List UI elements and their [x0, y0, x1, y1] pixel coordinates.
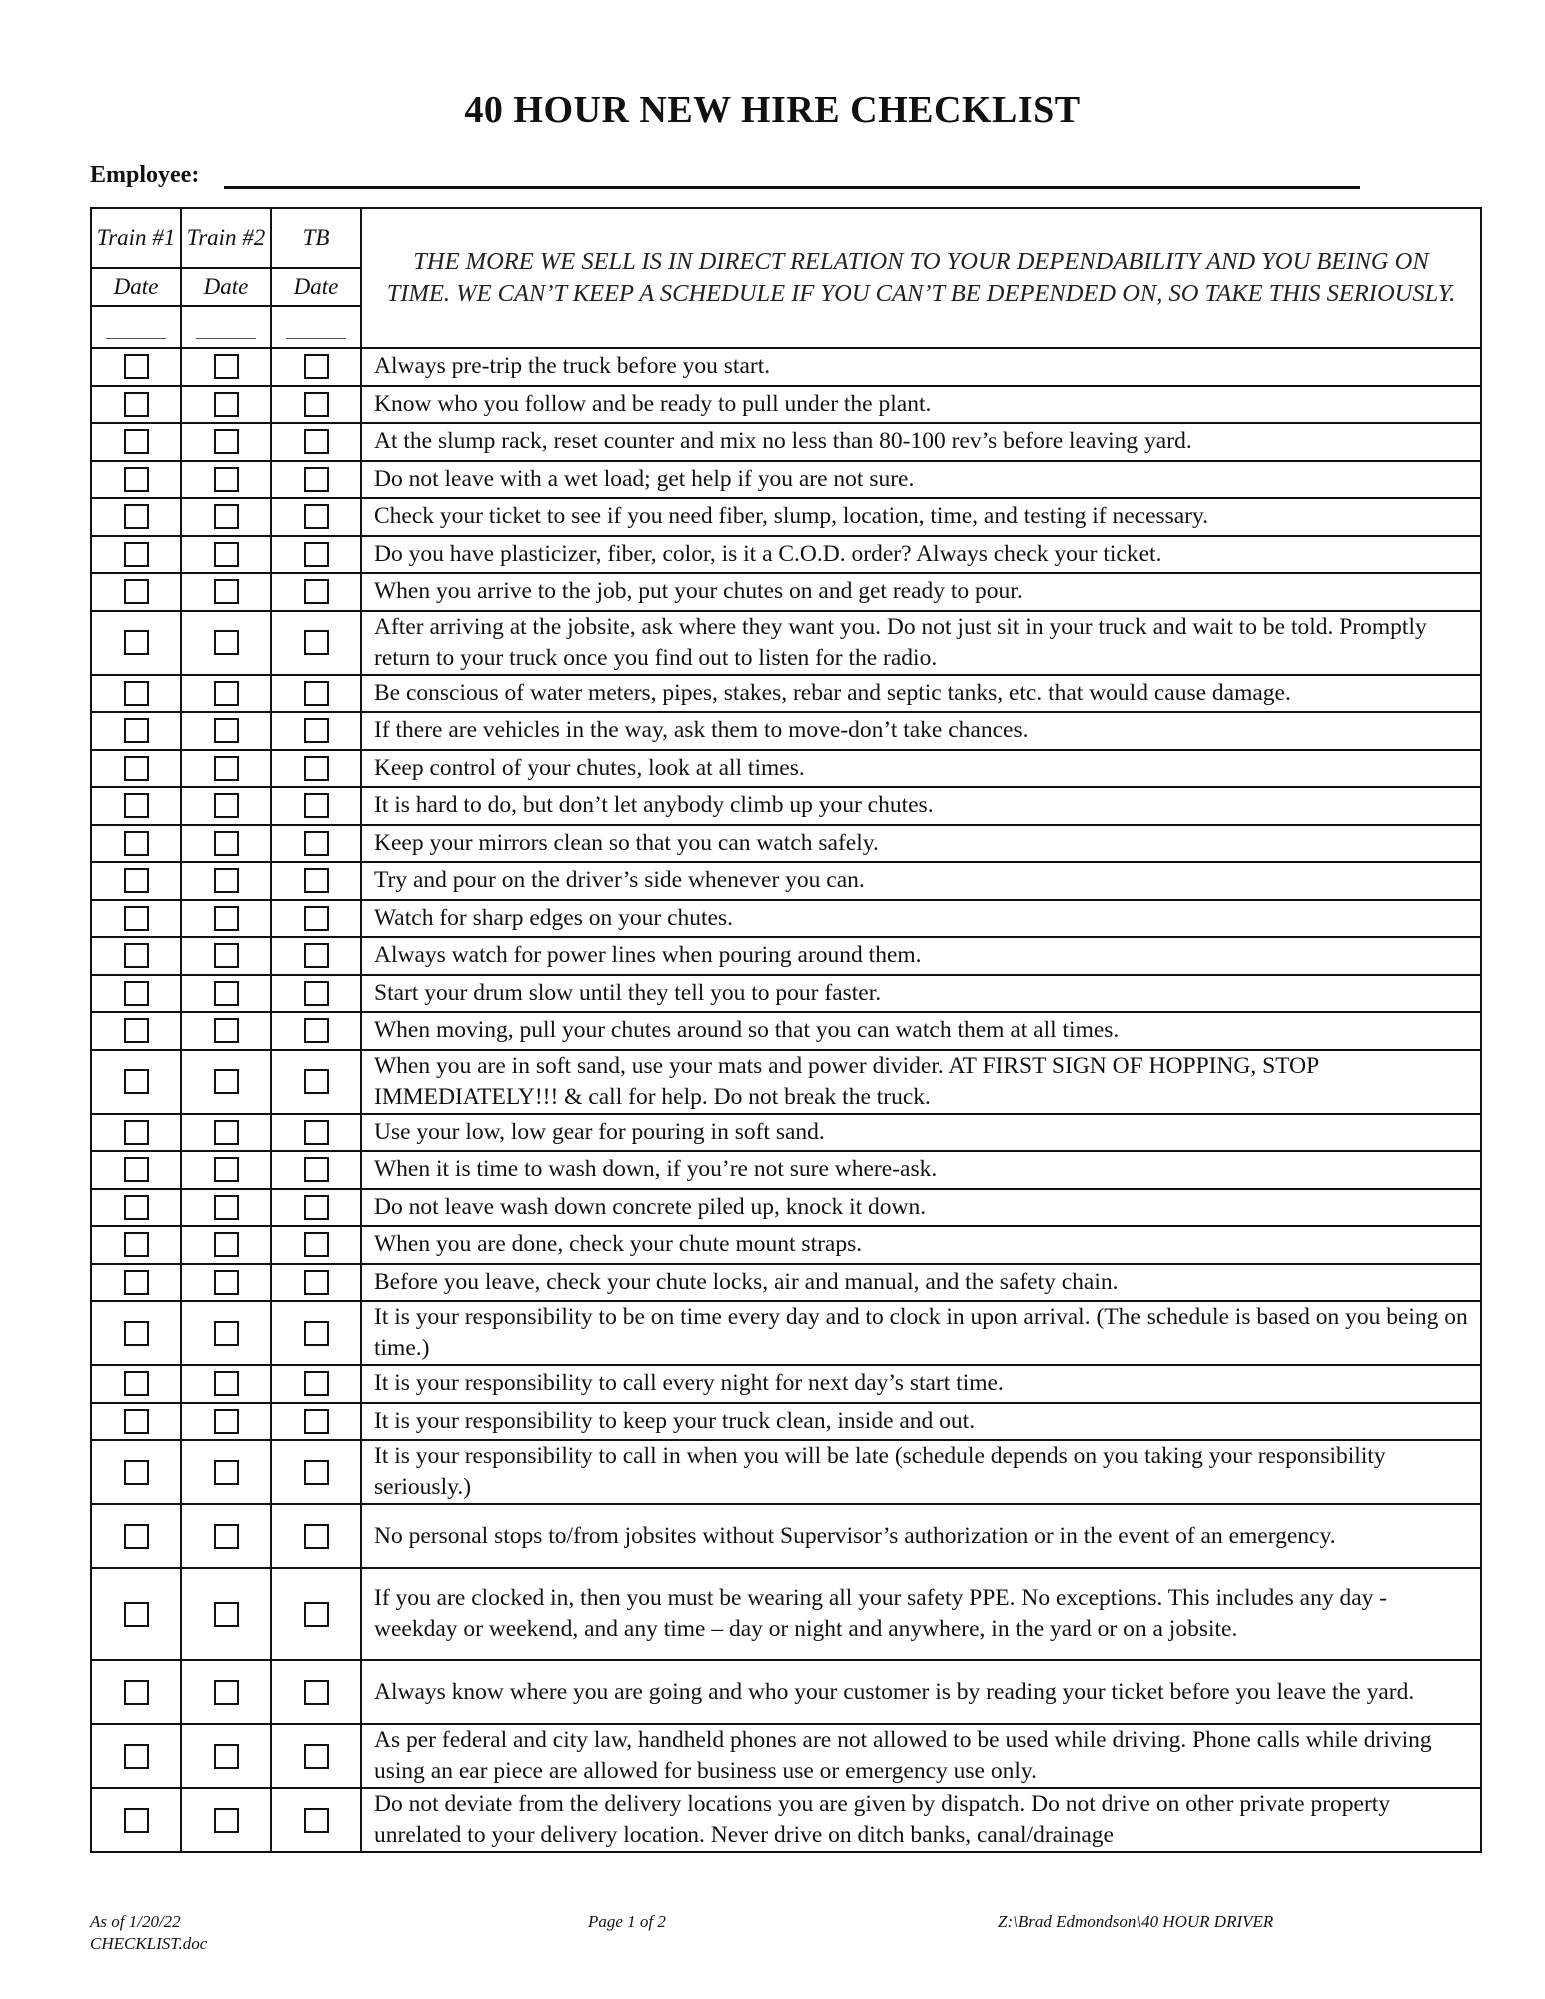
- train-1-checkbox-cell: [91, 937, 181, 975]
- train-1-checkbox[interactable]: [124, 1157, 149, 1182]
- train-1-checkbox-cell: [91, 1568, 181, 1660]
- train-2-checkbox-cell: [181, 348, 271, 386]
- train-1-checkbox[interactable]: [124, 831, 149, 856]
- tb-checkbox[interactable]: [304, 1680, 329, 1705]
- train-2-checkbox-cell: [181, 498, 271, 536]
- tb-checkbox-cell: [271, 862, 361, 900]
- train-1-checkbox-cell: [91, 423, 181, 461]
- tb-checkbox[interactable]: [304, 392, 329, 417]
- train-2-checkbox[interactable]: [214, 467, 239, 492]
- train-1-checkbox[interactable]: [124, 1680, 149, 1705]
- train-1-checkbox[interactable]: [124, 718, 149, 743]
- checklist-item-text: Start your drum slow until they tell you to pour faster.: [361, 975, 1481, 1013]
- tb-checkbox[interactable]: [304, 943, 329, 968]
- train-1-checkbox-cell: [91, 461, 181, 499]
- checklist-item-text: Try and pour on the driver’s side whenever you can.: [361, 862, 1481, 900]
- checklist-item-text: At the slump rack, reset counter and mix no less than 80-100 rev’s before leaving yard.: [361, 423, 1481, 461]
- train-1-checkbox-cell: [91, 611, 181, 675]
- train-1-checkbox-cell: [91, 573, 181, 611]
- train-1-checkbox[interactable]: [124, 1321, 149, 1346]
- tb-checkbox-cell: [271, 1226, 361, 1264]
- checklist-table: [90, 207, 1482, 1853]
- footer-as-of: As of 1/20/22: [90, 1912, 181, 1931]
- train-2-checkbox-cell: [181, 1301, 271, 1365]
- checklist-row: [91, 1440, 1481, 1504]
- tb-checkbox[interactable]: [304, 906, 329, 931]
- checklist-item-text: Always know where you are going and who your customer is by reading your ticket before you leave the yard.: [361, 1660, 1481, 1724]
- checklist-row: [91, 900, 1481, 938]
- train-2-checkbox[interactable]: [214, 981, 239, 1006]
- train-2-checkbox-cell: [181, 1151, 271, 1189]
- train-1-checkbox-cell: [91, 675, 181, 713]
- tb-checkbox-cell: [271, 1403, 361, 1441]
- train-2-checkbox-cell: [181, 1568, 271, 1660]
- train-2-checkbox[interactable]: [214, 579, 239, 604]
- train-2-checkbox-cell: [181, 536, 271, 574]
- train-1-checkbox-cell: [91, 1226, 181, 1264]
- tb-checkbox[interactable]: [304, 467, 329, 492]
- train-2-checkbox[interactable]: [214, 1602, 239, 1627]
- train-2-checkbox[interactable]: [214, 354, 239, 379]
- checklist-item-text: As per federal and city law, handheld phones are not allowed to be used while driving. Phone calls while driving using an ear piece are allowed for business use or emergency use only.: [361, 1724, 1481, 1788]
- train-2-header: Train #2: [181, 208, 271, 268]
- train-1-checkbox[interactable]: [124, 630, 149, 655]
- train-1-checkbox[interactable]: [124, 467, 149, 492]
- train-2-checkbox-cell: [181, 1440, 271, 1504]
- train-1-checkbox-cell: [91, 1788, 181, 1852]
- train-1-checkbox[interactable]: [124, 906, 149, 931]
- train-2-checkbox[interactable]: [214, 681, 239, 706]
- footer-file-path: Z:\Brad Edmondson\40 HOUR DRIVER: [998, 1912, 1274, 1931]
- checklist-row: [91, 1504, 1481, 1568]
- tb-checkbox-cell: [271, 675, 361, 713]
- train-1-checkbox[interactable]: [124, 429, 149, 454]
- tb-checkbox-cell: [271, 1264, 361, 1302]
- header-row: [91, 208, 1481, 268]
- checklist-item-text: Do you have plasticizer, fiber, color, is it a C.O.D. order? Always check your ticket.: [361, 536, 1481, 574]
- tb-checkbox[interactable]: [304, 1018, 329, 1043]
- tb-checkbox-cell: [271, 1301, 361, 1365]
- train-1-checkbox[interactable]: [124, 1195, 149, 1220]
- tb-checkbox[interactable]: [304, 1808, 329, 1833]
- checklist-row: [91, 1226, 1481, 1264]
- train-2-checkbox-cell: [181, 1660, 271, 1724]
- train-2-checkbox-cell: [181, 862, 271, 900]
- tb-checkbox[interactable]: [304, 1120, 329, 1145]
- train-2-checkbox-cell: [181, 1114, 271, 1152]
- tb-checkbox-cell: [271, 900, 361, 938]
- train-2-checkbox-cell: [181, 900, 271, 938]
- tb-checkbox[interactable]: [304, 542, 329, 567]
- checklist-row: [91, 787, 1481, 825]
- train-2-checkbox-cell: [181, 1365, 271, 1403]
- train-2-checkbox[interactable]: [214, 429, 239, 454]
- train-2-checkbox-cell: [181, 825, 271, 863]
- tb-checkbox-cell: [271, 1568, 361, 1660]
- checklist-item-text: Be conscious of water meters, pipes, stakes, rebar and septic tanks, etc. that would cause damage.: [361, 675, 1481, 713]
- train-1-checkbox[interactable]: [124, 579, 149, 604]
- train-2-checkbox-cell: [181, 611, 271, 675]
- tb-checkbox[interactable]: [304, 579, 329, 604]
- checklist-item-text: Before you leave, check your chute locks, air and manual, and the safety chain.: [361, 1264, 1481, 1302]
- tb-checkbox[interactable]: [304, 831, 329, 856]
- train-2-checkbox[interactable]: [214, 1120, 239, 1145]
- checklist-row: [91, 348, 1481, 386]
- tb-checkbox[interactable]: [304, 793, 329, 818]
- tb-checkbox[interactable]: [304, 1232, 329, 1257]
- tb-checkbox-cell: [271, 787, 361, 825]
- tb-checkbox[interactable]: [304, 1270, 329, 1295]
- train-1-checkbox-cell: [91, 386, 181, 424]
- checklist-item-text: Check your ticket to see if you need fiber, slump, location, time, and testing if necessary.: [361, 498, 1481, 536]
- train-2-date-label: Date: [181, 268, 271, 306]
- train-1-checkbox[interactable]: [124, 1409, 149, 1434]
- tb-checkbox-cell: [271, 975, 361, 1013]
- checklist-row: [91, 975, 1481, 1013]
- checklist-item-text: It is your responsibility to keep your truck clean, inside and out.: [361, 1403, 1481, 1441]
- tb-header: TB: [271, 208, 361, 268]
- checklist-row: [91, 423, 1481, 461]
- checklist-row: [91, 1151, 1481, 1189]
- checklist-row: [91, 1301, 1481, 1365]
- page-title: 40 HOUR NEW HIRE CHECKLIST: [464, 89, 1081, 131]
- train-2-checkbox[interactable]: [214, 1371, 239, 1396]
- tb-checkbox[interactable]: [304, 1602, 329, 1627]
- checklist-row: [91, 498, 1481, 536]
- tb-checkbox[interactable]: [304, 718, 329, 743]
- tb-checkbox-cell: [271, 386, 361, 424]
- train-2-checkbox-cell: [181, 975, 271, 1013]
- tb-checkbox[interactable]: [304, 1321, 329, 1346]
- tb-checkbox-cell: [271, 1788, 361, 1852]
- checklist-row: [91, 386, 1481, 424]
- checklist-row: [91, 1189, 1481, 1227]
- tb-checkbox-cell: [271, 750, 361, 788]
- train-1-checkbox-cell: [91, 712, 181, 750]
- train-2-checkbox-cell: [181, 1012, 271, 1050]
- train-1-checkbox-cell: [91, 862, 181, 900]
- train-2-checkbox[interactable]: [214, 1321, 239, 1346]
- train-1-checkbox-cell: [91, 498, 181, 536]
- dependability-notice: THE MORE WE SELL IS IN DIRECT RELATION TO YOUR DEPENDABILITY AND YOU BEING ON TIME. WE CAN’T KEEP A SCHEDULE IF YOU CAN’T BE DEPENDED ON, SO TAKE THIS SERIOUSLY.: [361, 208, 1481, 348]
- train-2-checkbox[interactable]: [214, 1069, 239, 1094]
- train-2-checkbox[interactable]: [214, 718, 239, 743]
- train-1-header: Train #1: [91, 208, 181, 268]
- train-1-checkbox[interactable]: [124, 542, 149, 567]
- checklist-row: [91, 1264, 1481, 1302]
- checklist-item-text: It is your responsibility to be on time every day and to clock in upon arrival. (The schedule is based on you being on time.): [361, 1301, 1481, 1365]
- checklist-item-text: It is your responsibility to call in when you will be late (schedule depends on you taking your responsibility seriously.): [361, 1440, 1481, 1504]
- train-2-date-field[interactable]: [181, 306, 271, 348]
- train-1-date-field[interactable]: [91, 306, 181, 348]
- train-1-checkbox[interactable]: [124, 1018, 149, 1043]
- train-2-checkbox[interactable]: [214, 1409, 239, 1434]
- train-2-checkbox[interactable]: [214, 504, 239, 529]
- train-2-checkbox-cell: [181, 1403, 271, 1441]
- checklist-row: [91, 1788, 1481, 1852]
- train-1-checkbox-cell: [91, 536, 181, 574]
- footer-doc-name: CHECKLIST.doc: [90, 1934, 208, 1953]
- checklist-item-text: Do not leave wash down concrete piled up, knock it down.: [361, 1189, 1481, 1227]
- train-2-checkbox[interactable]: [214, 392, 239, 417]
- train-1-checkbox-cell: [91, 1724, 181, 1788]
- tb-checkbox-cell: [271, 1724, 361, 1788]
- train-2-checkbox-cell: [181, 1226, 271, 1264]
- train-1-checkbox[interactable]: [124, 793, 149, 818]
- train-2-checkbox[interactable]: [214, 756, 239, 781]
- train-2-checkbox[interactable]: [214, 1524, 239, 1549]
- tb-checkbox-cell: [271, 1114, 361, 1152]
- train-2-checkbox-cell: [181, 1724, 271, 1788]
- train-1-checkbox[interactable]: [124, 1808, 149, 1833]
- tb-checkbox[interactable]: [304, 1409, 329, 1434]
- train-2-checkbox[interactable]: [214, 1808, 239, 1833]
- train-1-checkbox[interactable]: [124, 1602, 149, 1627]
- train-2-checkbox[interactable]: [214, 1680, 239, 1705]
- tb-checkbox[interactable]: [304, 1195, 329, 1220]
- train-1-date-label: Date: [91, 268, 181, 306]
- train-2-checkbox[interactable]: [214, 1744, 239, 1769]
- train-1-checkbox[interactable]: [124, 1460, 149, 1485]
- train-2-checkbox-cell: [181, 423, 271, 461]
- tb-checkbox[interactable]: [304, 1157, 329, 1182]
- tb-checkbox-cell: [271, 1365, 361, 1403]
- train-1-checkbox-cell: [91, 1151, 181, 1189]
- train-2-checkbox-cell: [181, 1504, 271, 1568]
- tb-checkbox[interactable]: [304, 1069, 329, 1094]
- train-2-checkbox-cell: [181, 461, 271, 499]
- checklist-row: [91, 573, 1481, 611]
- tb-checkbox[interactable]: [304, 1524, 329, 1549]
- checklist-row: [91, 1012, 1481, 1050]
- checklist-row: [91, 1568, 1481, 1660]
- tb-checkbox[interactable]: [304, 429, 329, 454]
- tb-checkbox[interactable]: [304, 868, 329, 893]
- checklist-row: [91, 1403, 1481, 1441]
- tb-checkbox[interactable]: [304, 756, 329, 781]
- train-1-checkbox-cell: [91, 1365, 181, 1403]
- train-1-checkbox-cell: [91, 787, 181, 825]
- checklist-row: [91, 750, 1481, 788]
- train-2-checkbox[interactable]: [214, 1270, 239, 1295]
- train-2-checkbox[interactable]: [214, 943, 239, 968]
- checklist-item-text: When you are done, check your chute mount straps.: [361, 1226, 1481, 1264]
- train-1-checkbox[interactable]: [124, 1120, 149, 1145]
- checklist-item-text: When you are in soft sand, use your mats and power divider. AT FIRST SIGN OF HOPPING, STOP IMMEDIATELY!!! & call for help. Do not break the truck.: [361, 1050, 1481, 1114]
- footer-page-number: Page 1 of 2: [588, 1912, 666, 1931]
- tb-checkbox-cell: [271, 937, 361, 975]
- train-2-checkbox-cell: [181, 386, 271, 424]
- train-1-checkbox[interactable]: [124, 354, 149, 379]
- train-2-checkbox[interactable]: [214, 906, 239, 931]
- checklist-row: [91, 862, 1481, 900]
- train-2-checkbox-cell: [181, 1189, 271, 1227]
- checklist-item-text: Always pre-trip the truck before you start.: [361, 348, 1481, 386]
- tb-checkbox[interactable]: [304, 630, 329, 655]
- tb-checkbox-cell: [271, 1151, 361, 1189]
- train-2-checkbox-cell: [181, 675, 271, 713]
- train-1-checkbox[interactable]: [124, 1744, 149, 1769]
- checklist-row: [91, 461, 1481, 499]
- checklist-item-text: No personal stops to/from jobsites without Supervisor’s authorization or in the event of an emergency.: [361, 1504, 1481, 1568]
- checklist-item-text: Always watch for power lines when pouring around them.: [361, 937, 1481, 975]
- checklist-item-text: After arriving at the jobsite, ask where they want you. Do not just sit in your truck and wait to be told. Promptly return to your truck once you find out to listen for the radio.: [361, 611, 1481, 675]
- train-2-checkbox[interactable]: [214, 542, 239, 567]
- train-2-checkbox[interactable]: [214, 868, 239, 893]
- checklist-item-text: Use your low, low gear for pouring in soft sand.: [361, 1114, 1481, 1152]
- train-1-checkbox[interactable]: [124, 1524, 149, 1549]
- checklist-item-text: When it is time to wash down, if you’re not sure where-ask.: [361, 1151, 1481, 1189]
- train-1-checkbox[interactable]: [124, 1232, 149, 1257]
- train-1-checkbox-cell: [91, 1264, 181, 1302]
- tb-checkbox-cell: [271, 1189, 361, 1227]
- train-2-checkbox-cell: [181, 1050, 271, 1114]
- checklist-item-text: It is your responsibility to call every night for next day’s start time.: [361, 1365, 1481, 1403]
- tb-date-label: Date: [271, 268, 361, 306]
- tb-checkbox[interactable]: [304, 681, 329, 706]
- train-2-checkbox[interactable]: [214, 793, 239, 818]
- checklist-row: [91, 1724, 1481, 1788]
- train-1-checkbox-cell: [91, 900, 181, 938]
- tb-checkbox-cell: [271, 461, 361, 499]
- tb-checkbox-cell: [271, 1012, 361, 1050]
- tb-checkbox-cell: [271, 1504, 361, 1568]
- checklist-row: [91, 1660, 1481, 1724]
- tb-checkbox-cell: [271, 825, 361, 863]
- train-1-checkbox-cell: [91, 1440, 181, 1504]
- checklist-item-text: When you arrive to the job, put your chutes on and get ready to pour.: [361, 573, 1481, 611]
- train-2-checkbox[interactable]: [214, 1157, 239, 1182]
- train-2-checkbox[interactable]: [214, 1460, 239, 1485]
- checklist-item-text: Do not deviate from the delivery locations you are given by dispatch. Do not drive on other private property unrelated to your delivery location. Never drive on ditch banks, canal/drainage: [361, 1788, 1481, 1852]
- train-1-checkbox-cell: [91, 1403, 181, 1441]
- train-2-checkbox-cell: [181, 1788, 271, 1852]
- checklist-row: [91, 611, 1481, 675]
- tb-checkbox-cell: [271, 573, 361, 611]
- train-1-checkbox-cell: [91, 1660, 181, 1724]
- checklist-item-text: Know who you follow and be ready to pull under the plant.: [361, 386, 1481, 424]
- train-2-checkbox-cell: [181, 712, 271, 750]
- checklist-item-text: If there are vehicles in the way, ask them to move-don’t take chances.: [361, 712, 1481, 750]
- checklist-row: [91, 937, 1481, 975]
- checklist-item-text: Keep your mirrors clean so that you can watch safely.: [361, 825, 1481, 863]
- tb-checkbox[interactable]: [304, 1371, 329, 1396]
- checklist-item-text: When moving, pull your chutes around so that you can watch them at all times.: [361, 1012, 1481, 1050]
- checklist-item-text: Do not leave with a wet load; get help if you are not sure.: [361, 461, 1481, 499]
- train-1-checkbox[interactable]: [124, 504, 149, 529]
- train-2-checkbox-cell: [181, 787, 271, 825]
- employee-name-line[interactable]: [224, 186, 1360, 189]
- tb-checkbox-cell: [271, 1440, 361, 1504]
- train-2-checkbox-cell: [181, 750, 271, 788]
- checklist-row: [91, 675, 1481, 713]
- tb-checkbox-cell: [271, 712, 361, 750]
- tb-checkbox-cell: [271, 423, 361, 461]
- train-1-checkbox-cell: [91, 1301, 181, 1365]
- train-2-checkbox[interactable]: [214, 1232, 239, 1257]
- train-1-checkbox-cell: [91, 825, 181, 863]
- train-1-checkbox[interactable]: [124, 756, 149, 781]
- train-1-checkbox[interactable]: [124, 868, 149, 893]
- train-1-checkbox-cell: [91, 1504, 181, 1568]
- tb-checkbox[interactable]: [304, 981, 329, 1006]
- tb-checkbox-cell: [271, 1660, 361, 1724]
- train-2-checkbox[interactable]: [214, 630, 239, 655]
- train-1-checkbox[interactable]: [124, 1371, 149, 1396]
- tb-checkbox[interactable]: [304, 1744, 329, 1769]
- checklist-row: [91, 1365, 1481, 1403]
- train-1-checkbox-cell: [91, 1189, 181, 1227]
- train-2-checkbox-cell: [181, 1264, 271, 1302]
- train-1-checkbox[interactable]: [124, 981, 149, 1006]
- checklist-row: [91, 1050, 1481, 1114]
- tb-checkbox-cell: [271, 348, 361, 386]
- checklist-row: [91, 536, 1481, 574]
- train-1-checkbox-cell: [91, 1114, 181, 1152]
- tb-date-field[interactable]: [271, 306, 361, 348]
- train-2-checkbox[interactable]: [214, 1195, 239, 1220]
- checklist-row: [91, 825, 1481, 863]
- checklist-item-text: It is hard to do, but don’t let anybody climb up your chutes.: [361, 787, 1481, 825]
- tb-checkbox[interactable]: [304, 1460, 329, 1485]
- train-1-checkbox-cell: [91, 1050, 181, 1114]
- train-1-checkbox-cell: [91, 1012, 181, 1050]
- checklist-item-text: Keep control of your chutes, look at all times.: [361, 750, 1481, 788]
- tb-checkbox-cell: [271, 498, 361, 536]
- train-2-checkbox-cell: [181, 937, 271, 975]
- tb-checkbox[interactable]: [304, 354, 329, 379]
- employee-label: Employee:: [90, 162, 200, 188]
- checklist-item-text: Watch for sharp edges on your chutes.: [361, 900, 1481, 938]
- train-1-checkbox-cell: [91, 975, 181, 1013]
- train-1-checkbox[interactable]: [124, 943, 149, 968]
- checklist-item-text: If you are clocked in, then you must be wearing all your safety PPE. No exceptions. This includes any day - weekday or weekend, and any time – day or night and anywhere, in the yard or on a jobsite.: [361, 1568, 1481, 1660]
- train-2-checkbox-cell: [181, 573, 271, 611]
- train-1-checkbox[interactable]: [124, 1270, 149, 1295]
- train-1-checkbox-cell: [91, 750, 181, 788]
- checklist-row: [91, 712, 1481, 750]
- train-1-checkbox[interactable]: [124, 392, 149, 417]
- tb-checkbox-cell: [271, 1050, 361, 1114]
- train-1-checkbox-cell: [91, 348, 181, 386]
- tb-checkbox-cell: [271, 536, 361, 574]
- train-1-checkbox[interactable]: [124, 681, 149, 706]
- tb-checkbox[interactable]: [304, 504, 329, 529]
- train-2-checkbox[interactable]: [214, 1018, 239, 1043]
- checklist-row: [91, 1114, 1481, 1152]
- tb-checkbox-cell: [271, 611, 361, 675]
- train-1-checkbox[interactable]: [124, 1069, 149, 1094]
- train-2-checkbox[interactable]: [214, 831, 239, 856]
